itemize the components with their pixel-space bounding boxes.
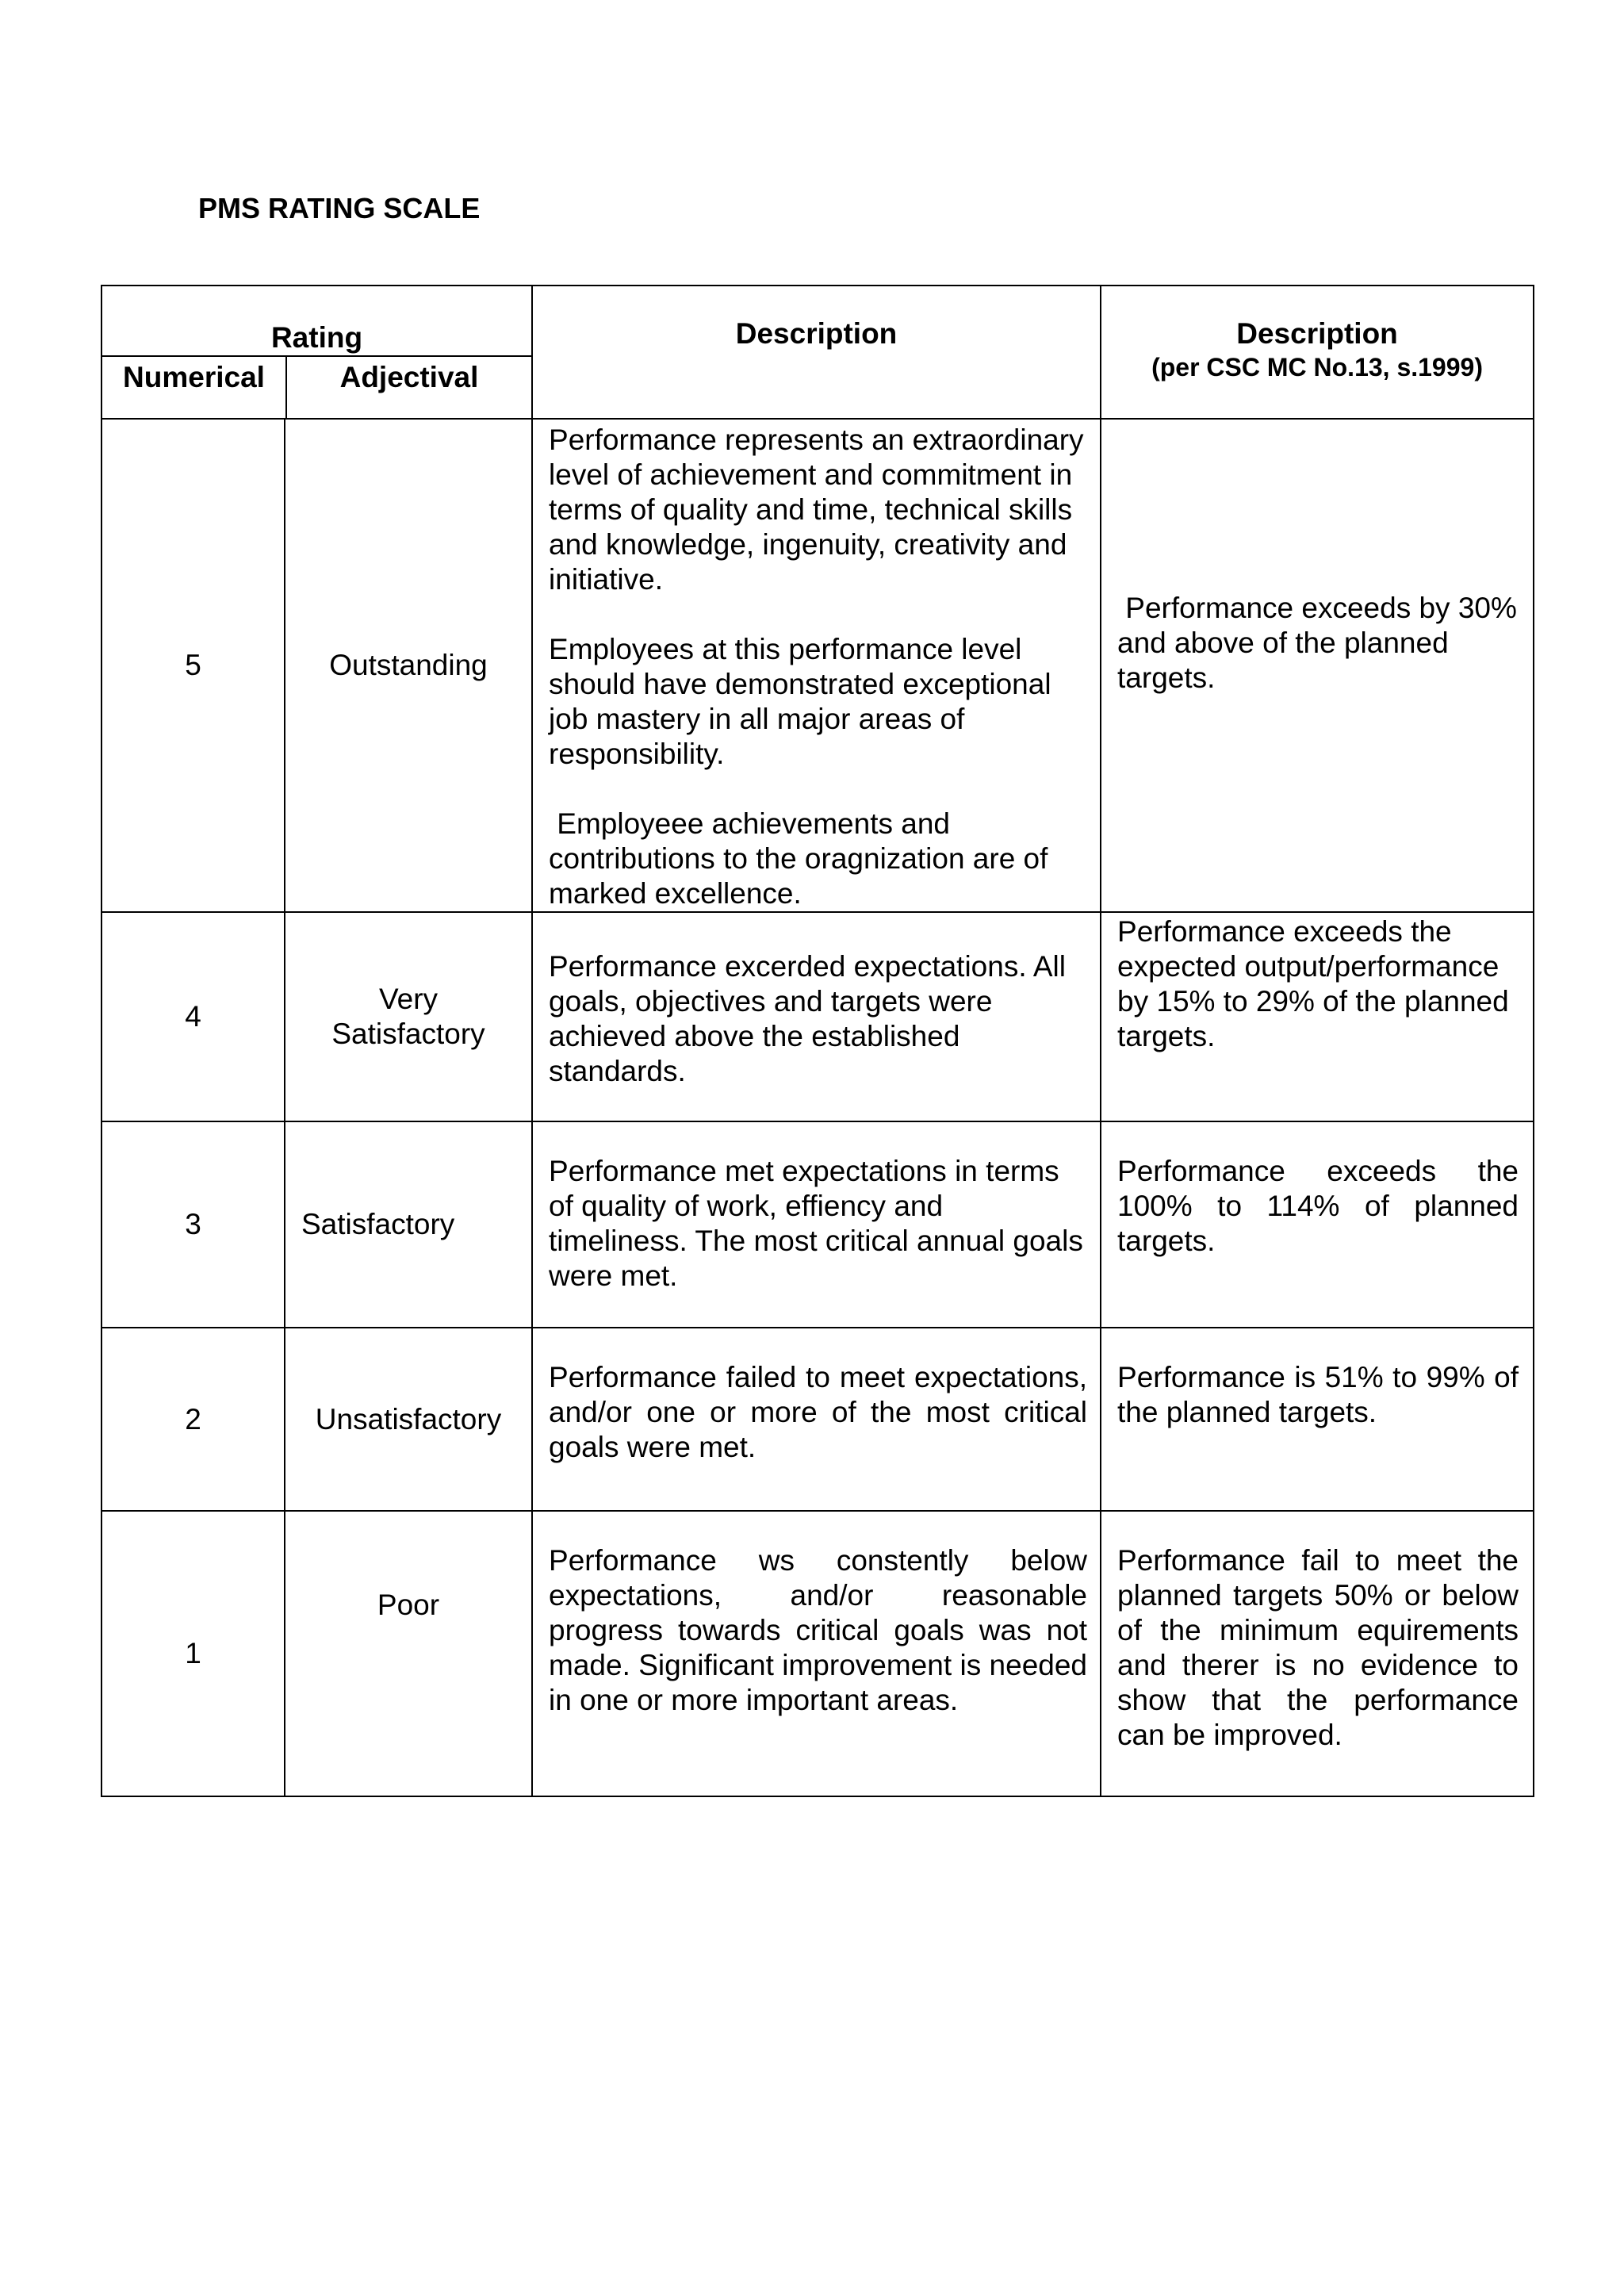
description-csc-cell: Performance exceeds the 100% to 114% of planned targets. bbox=[1101, 1121, 1534, 1328]
page-title: PMS RATING SCALE bbox=[198, 192, 481, 224]
header-rating-label: Rating bbox=[102, 286, 531, 357]
adjectival-rating: Outstanding bbox=[285, 419, 532, 912]
adjectival-rating: Very Satisfactory bbox=[285, 912, 532, 1121]
description-csc-cell: Performance exceeds the expected output/performance by 15% to 29% of the planned targets. bbox=[1101, 912, 1534, 1121]
adjectival-rating: Unsatisfactory bbox=[285, 1328, 532, 1511]
description-paragraph: Employees at this performance level should have demonstrated exceptional job mastery in all major areas of responsibility. bbox=[549, 633, 1051, 770]
numerical-rating: 3 bbox=[102, 1121, 285, 1328]
description-cell: Performance met expectations in terms of quality of work, effiency and timeliness. The most critical annual goals were met. bbox=[532, 1121, 1101, 1328]
numerical-rating: 1 bbox=[102, 1511, 285, 1796]
adjectival-rating: Satisfactory bbox=[285, 1121, 532, 1328]
table-row bbox=[102, 912, 1534, 1121]
description-cell: Performance failed to meet expectations, and/or one or more of the most critical goals were met. bbox=[532, 1328, 1101, 1511]
description-paragraph: Performance represents an extraordinary level of achievement and commitment in terms of quality and time, technical skills and knowledge, ingenuity, creativity and initiative. bbox=[549, 424, 1084, 596]
numerical-rating: 2 bbox=[102, 1328, 285, 1511]
table-row bbox=[102, 1121, 1534, 1328]
header-rating bbox=[102, 286, 532, 419]
header-description-csc-sub: (per CSC MC No.13, s.1999) bbox=[1151, 353, 1483, 381]
description-cell bbox=[532, 419, 1101, 912]
description-cell: Performance excerded expectations. All goals, objectives and targets were achieved above the established standards. bbox=[532, 912, 1101, 1121]
numerical-rating: 4 bbox=[102, 912, 285, 1121]
rating-scale-table bbox=[101, 285, 1534, 1797]
numerical-rating: 5 bbox=[102, 419, 285, 912]
header-numerical: Numerical bbox=[102, 357, 287, 418]
header-adjectival: Adjectival bbox=[339, 361, 479, 393]
table-row bbox=[102, 419, 1534, 912]
table-row bbox=[102, 1328, 1534, 1511]
adjectival-rating: Poor bbox=[285, 1511, 532, 1796]
header-description-csc bbox=[1101, 286, 1534, 419]
description-csc-cell: Performance is 51% to 99% of the planned targets. bbox=[1101, 1328, 1534, 1511]
header-description: Description bbox=[532, 286, 1101, 419]
description-cell: Performance ws constently below expectations, and/or reasonable progress towards critical goals was not made. Significant improvement is needed in one or more important areas. bbox=[532, 1511, 1101, 1796]
description-csc-cell: Performance exceeds by 30% and above of the planned targets. bbox=[1101, 419, 1534, 912]
header-description-csc-label: Description bbox=[1236, 317, 1398, 350]
table-header-row bbox=[102, 286, 1534, 419]
description-csc-cell: Performance fail to meet the planned targets 50% or below of the minimum equirements and therer is no evidence to show that the performance can be improved. bbox=[1101, 1511, 1534, 1796]
description-paragraph: Employeee achievements and contributions to the oragnization are of marked excellence. bbox=[549, 807, 1056, 910]
table-row bbox=[102, 1511, 1534, 1796]
